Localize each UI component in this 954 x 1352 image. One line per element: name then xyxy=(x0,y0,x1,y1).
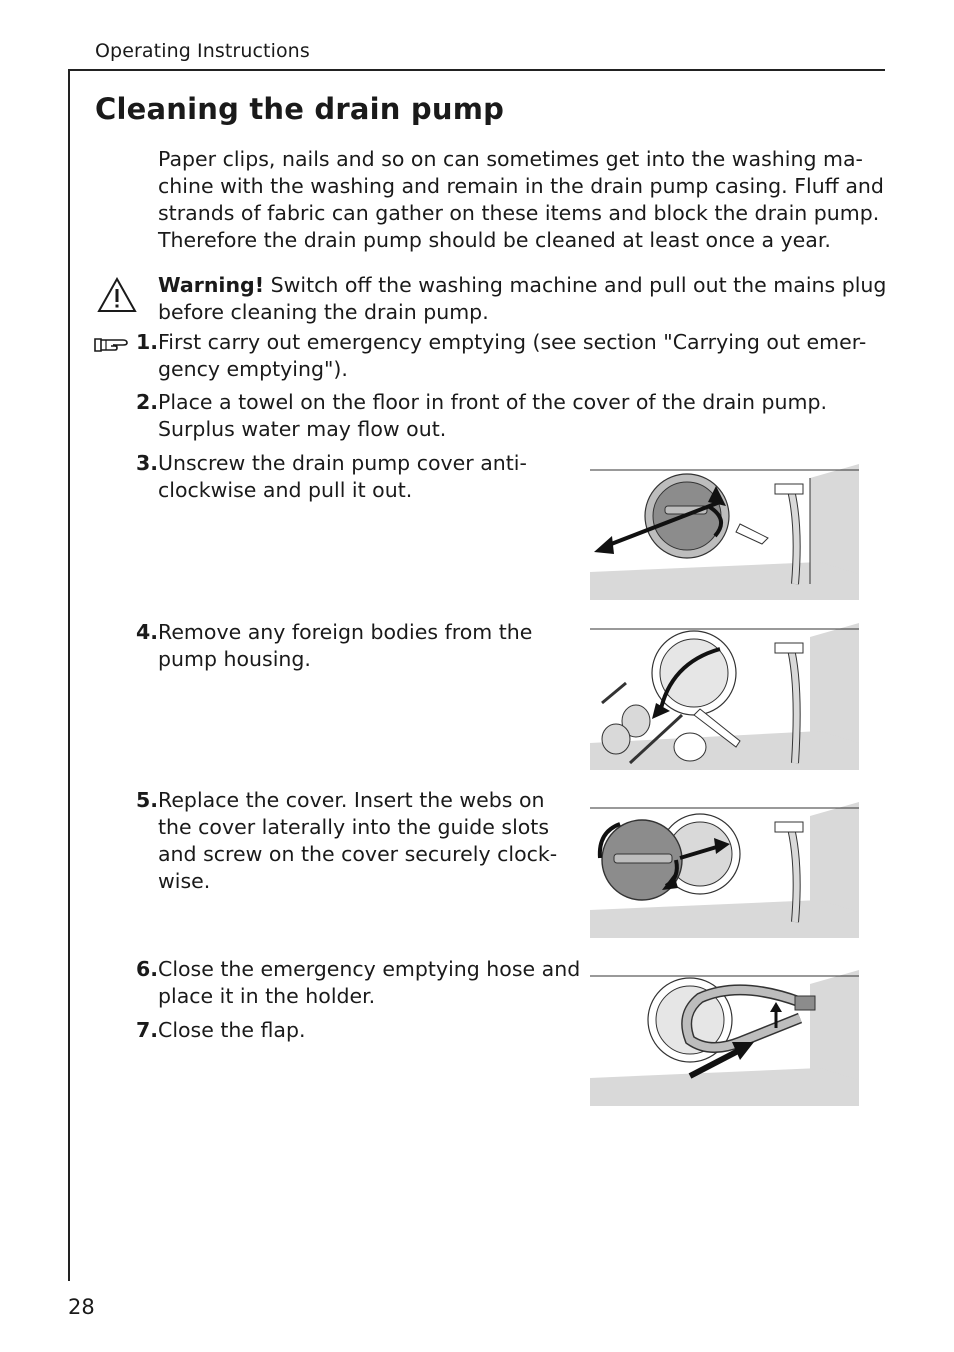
step-line: Place a towel on the floor in front of the cover of the drain pump. xyxy=(158,390,827,414)
remove-foreign-bodies-illustration xyxy=(590,623,859,770)
warning-triangle-icon xyxy=(97,277,137,313)
step-number: 3. xyxy=(135,451,158,475)
pointing-hand-icon xyxy=(93,333,133,355)
step-line: Unscrew the drain pump cover anti- xyxy=(158,451,527,475)
warning-label: Warning! xyxy=(158,273,265,297)
step-line: Close the emergency emptying hose and xyxy=(158,957,581,981)
step-number: 4. xyxy=(135,620,158,644)
step-number: 6. xyxy=(135,957,158,981)
page-title: Cleaning the drain pump xyxy=(95,92,505,126)
warning-line-1: Switch off the washing machine and pull out the mains plug xyxy=(264,273,887,297)
step-line: Remove any foreign bodies from the xyxy=(158,620,533,644)
step-line: and screw on the cover securely clock- xyxy=(158,842,558,866)
running-header: Operating Instructions xyxy=(95,40,310,62)
page-number: 28 xyxy=(68,1295,95,1319)
step-number: 7. xyxy=(135,1018,158,1042)
step-line: gency emptying"). xyxy=(158,357,348,381)
warning-line-2: before cleaning the drain pump. xyxy=(158,300,489,324)
close-hose-illustration xyxy=(590,970,859,1106)
step-line: Surplus water may flow out. xyxy=(158,417,447,441)
margin-rule xyxy=(68,69,70,1281)
intro-line: chine with the washing and remain in the drain pump casing. Fluff and xyxy=(158,174,884,198)
intro-line: Paper clips, nails and so on can sometimes get into the washing ma- xyxy=(158,147,863,171)
step-line: the cover laterally into the guide slots xyxy=(158,815,550,839)
step-line: place it in the holder. xyxy=(158,984,376,1008)
step-number: 1. xyxy=(135,330,158,354)
unscrew-cover-illustration xyxy=(590,464,859,600)
step-line: wise. xyxy=(158,869,211,893)
step-number: 5. xyxy=(135,788,158,812)
warning-text xyxy=(158,272,887,326)
intro-paragraph xyxy=(158,146,884,254)
step-line: First carry out emergency emptying (see section "Carrying out emer- xyxy=(158,330,867,354)
intro-line: strands of fabric can gather on these items and block the drain pump. xyxy=(158,201,880,225)
replace-cover-illustration xyxy=(590,802,859,938)
step-line: Replace the cover. Insert the webs on xyxy=(158,788,545,812)
intro-line: Therefore the drain pump should be cleaned at least once a year. xyxy=(158,228,831,252)
header-rule xyxy=(68,69,885,71)
step-line: pump housing. xyxy=(158,647,311,671)
step-number: 2. xyxy=(135,390,158,414)
step-line: clockwise and pull it out. xyxy=(158,478,413,502)
step-line: Close the flap. xyxy=(158,1018,306,1042)
